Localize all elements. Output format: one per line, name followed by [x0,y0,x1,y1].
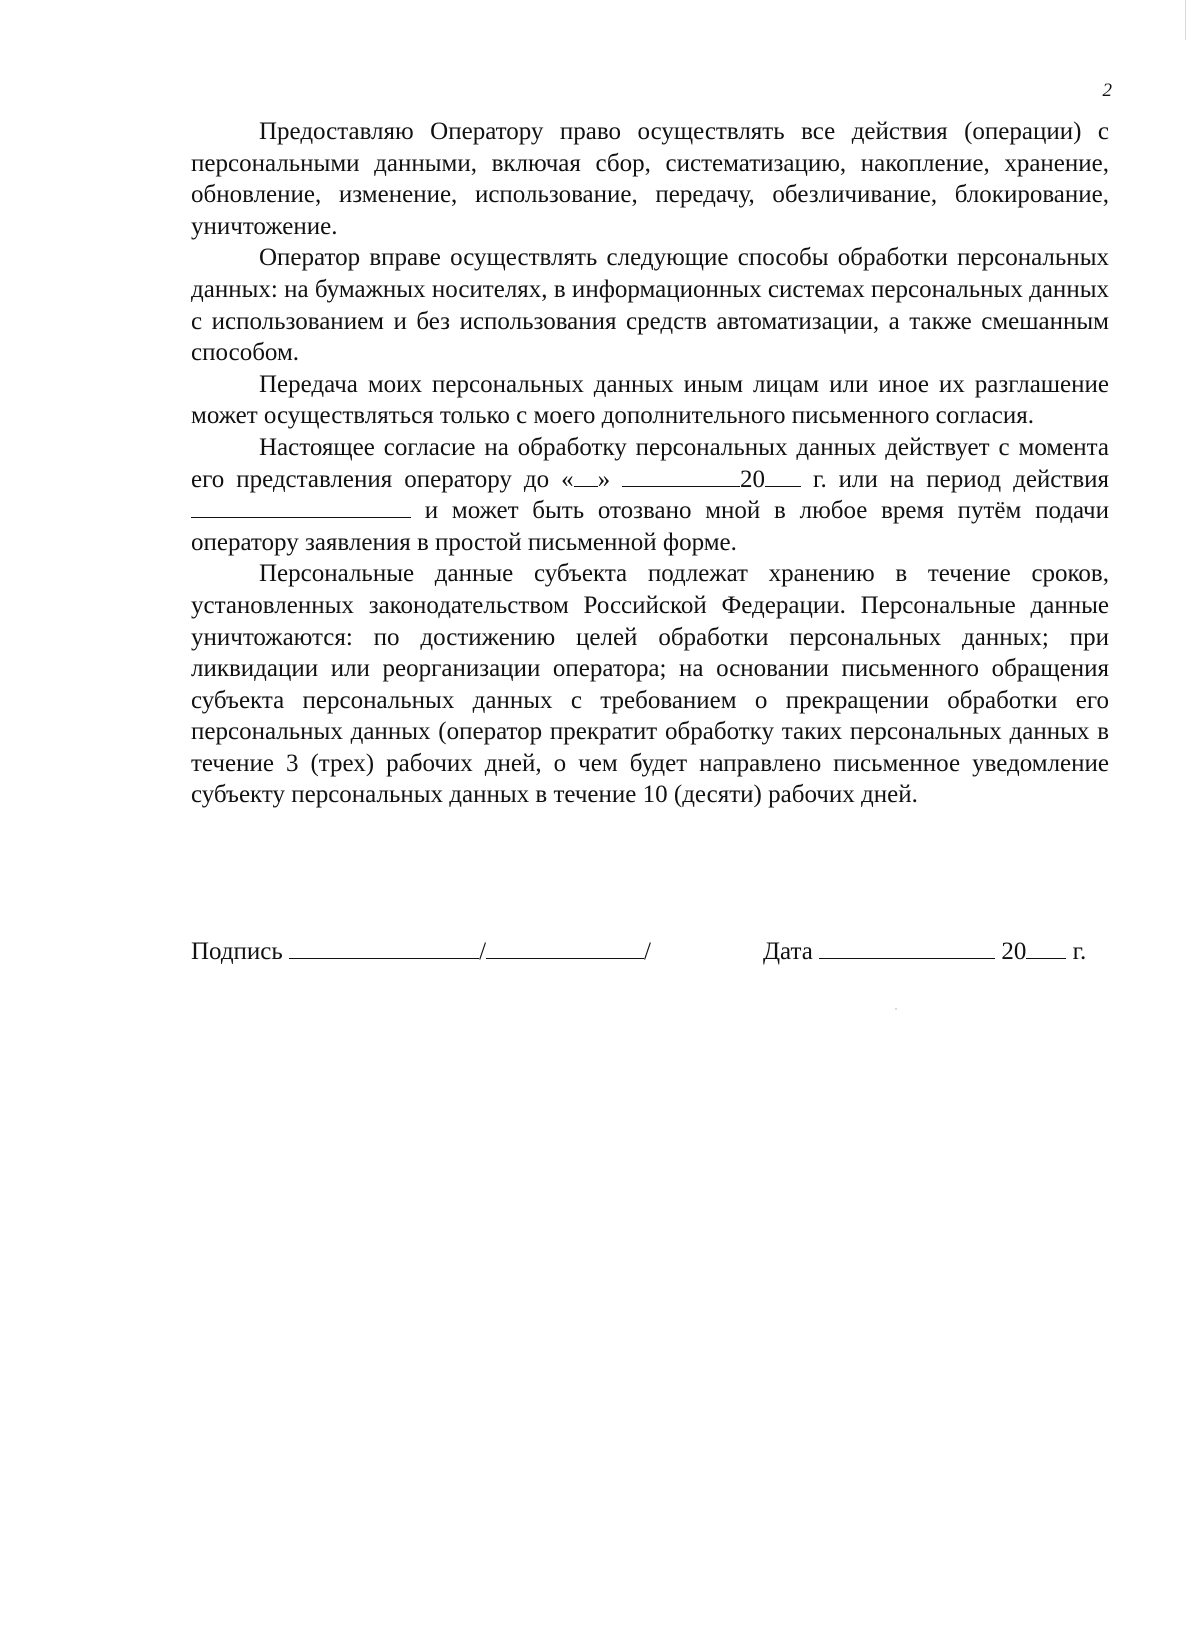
date-year-blank[interactable] [1026,937,1066,959]
year-blank[interactable] [765,465,801,487]
scan-speck [895,1008,897,1010]
date-label: Дата [763,938,813,965]
paragraph-rights: Предоставляю Оператору право осуществлять все действия (операции) с персональными данными, включая сбор, систематизацию, накопление, хранение, обновление, изменение, использование, передачу, обезличивание, блокирование, уничтожение. [191,118,1109,240]
year-prefix: 20 [740,465,766,493]
page-number: 2 [1102,80,1112,101]
date-blank[interactable] [819,937,995,959]
quote-close: » [597,465,611,493]
validity-text-end: и может быть отозвано мной в любое время путём подачи оператору заявления в простой письменной форме. [191,497,1109,556]
month-blank[interactable] [622,465,740,487]
paragraph-transfer: Передача моих персональных данных иным лицам или иное их разглашение может осуществляться только с моего дополнительного письменного согласия. [191,370,1109,430]
signature-slash-1: / [479,938,487,965]
signature-block [191,936,651,968]
date-block [763,936,1086,968]
consent-body [191,116,1109,811]
paragraph-validity [191,432,1109,558]
period-blank[interactable] [191,496,411,518]
signature-blank[interactable] [289,937,479,959]
scan-speck [1185,0,1186,40]
name-blank[interactable] [486,937,644,959]
signature-label: Подпись [191,938,283,965]
validity-text-start: Настоящее согласие на обработку персональных данных действует с момента его представления оператору до « [191,433,1109,493]
day-blank[interactable] [574,465,598,487]
date-year-suffix: г. [1072,938,1087,965]
validity-text-period: г. или на период действия [813,465,1110,493]
date-year-prefix: 20 [1001,938,1027,965]
paragraph-processing-methods: Оператор вправе осуществлять следующие способы обработки персональных данных: на бумажных носителях, в информационных системах персональных данных с использованием и без использования средств автоматизации, а также смешанным способом. [191,244,1109,367]
paragraph-storage: Персональные данные субъекта подлежат хранению в течение сроков, установленных законодательством Российской Федерации. Персональные данные уничтожаются: по достижению целей обработки персональных данных; при ликвидации или реорганизации оператора; на основании письменного обращения субъекта персональных данных с требованием о прекращении обработки его персональных данных (оператор прекратит обработку таких персональных данных в течение 3 (трех) рабочих дней, о чем будет направлено письменное уведомление субъекту персональных данных в течение 10 (десяти) рабочих дней. [191,560,1109,809]
signature-slash-2: / [644,938,651,965]
